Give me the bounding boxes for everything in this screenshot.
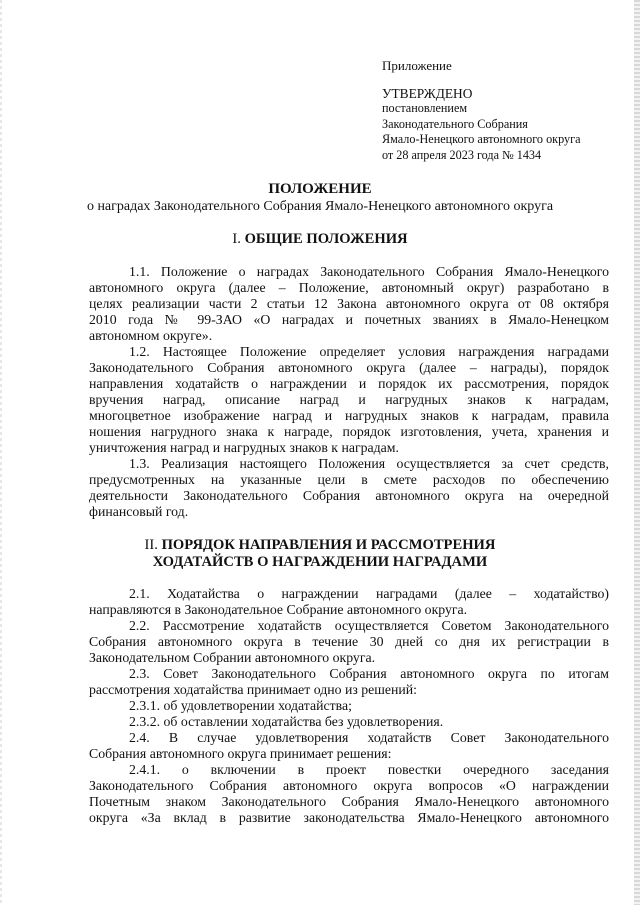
text-line: 2.2. Рассмотрение ходатайств осуществляется Советом Законодательного [129, 618, 609, 633]
paragraph-1-3 [89, 456, 609, 520]
section-1-heading [40, 231, 600, 248]
scan-edge-right [634, 0, 640, 905]
paragraph-2-4 [89, 730, 609, 762]
text-line: уничтожения наград и нагрудных знаков к наградам. [89, 440, 399, 455]
text-line: 2010 года № 99-ЗАО «О наградах и почетных званиях в Ямало-Ненецком [89, 312, 609, 327]
text-line: вручения наград, описание наград и нагрудных знаков к наградам, [89, 392, 609, 407]
paragraph-2-2 [89, 618, 609, 666]
paragraph-2-1 [89, 586, 609, 618]
text-line: 1.3. Реализация настоящего Положения осуществляется за счет средств, [129, 456, 609, 471]
text-line: автономном округе». [89, 328, 213, 343]
text-line: ношения нагрудного знака к награде, порядок изготовления, учета, хранения и [89, 424, 609, 439]
text-line: 2.1. Ходатайства о награждении наградами (далее – ходатайство) [129, 586, 609, 601]
paragraph-2-3-1 [89, 698, 609, 714]
text-line: Собрания автономного округа в течение 30 дней со дня их регистрации в [89, 634, 609, 649]
text-line: деятельности Законодательного Собрания автономного округа на очередной [89, 488, 609, 503]
approval-line-4: от 28 апреля 2023 года № 1434 [382, 147, 542, 162]
text-line: автономного округа (далее – Положение, автономный округ) разработано в [89, 280, 609, 295]
appendix-label: Приложение [382, 58, 452, 73]
text-line: 2.3. Совет Законодательного Собрания автономного округа по итогам [129, 666, 609, 681]
paragraph-1-2 [89, 344, 609, 456]
section-2-heading-cont [40, 554, 600, 571]
approval-line-3: Ямало-Ненецкого автономного округа [382, 132, 581, 146]
text-line: 2.4. В случае удовлетворения ходатайств Совет Законодательного [129, 730, 609, 745]
section-2-title-line-2: ХОДАТАЙСТВ О НАГРАЖДЕНИИ НАГРАДАМИ [152, 554, 488, 570]
text-line: Законодательного Собрания автономного округа (далее – награды), порядок [89, 360, 609, 375]
paragraph-2-3 [89, 666, 609, 698]
text-line: многоцветное изображение наград и нагрудных знаков к наградам, правила [89, 408, 609, 423]
section-2-heading [40, 537, 600, 554]
text-line: Законодательном Собрании автономного округа. [89, 650, 376, 665]
text-line: округа «За вклад в развитие законодательства Ямало-Ненецкого автономного [89, 810, 609, 825]
paragraph-2-3-2 [89, 714, 609, 730]
paragraph-2-4-1 [89, 762, 609, 826]
text-line: финансовый год. [89, 504, 189, 519]
approval-line-1: постановлением [382, 101, 468, 115]
approved-label: УТВЕРЖДЕНО [382, 85, 473, 101]
text-line: предусмотренных на указанные цели в смете расходов по обеспечению [89, 472, 609, 487]
text-line: Законодательного Собрания автономного округа вопросов «О награждении [89, 778, 609, 793]
text-line: целях реализации части 2 статьи 12 Закона автономного округа от 08 октября [89, 296, 609, 311]
text-line: 2.3.2. об оставлении ходатайства без удовлетворения. [129, 714, 444, 729]
text-line: 2.4.1. о включении в проект повестки очередного заседания [129, 762, 609, 777]
section-2-body [89, 586, 609, 826]
text-line: Почетным знаком Законодательного Собрания Ямало-Ненецкого автономного [89, 794, 609, 809]
section-1-body [89, 264, 609, 520]
section-2-title-line-1: ПОРЯДОК НАПРАВЛЕНИЯ И РАССМОТРЕНИЯ [161, 537, 496, 553]
text-line: 1.1. Положение о наградах Законодательного Собрания Ямало-Ненецкого [129, 264, 609, 279]
text-line: 2.3.1. об удовлетворении ходатайства; [129, 698, 352, 713]
document-title: ПОЛОЖЕНИЕ [268, 181, 372, 197]
section-1-number: I. [232, 231, 241, 247]
approval-block [382, 58, 581, 163]
section-1-title: ОБЩИЕ ПОЛОЖЕНИЯ [244, 231, 408, 247]
text-line: рассмотрения ходатайства принимает одно из решений: [89, 682, 418, 697]
document-subtitle: о наградах Законодательного Собрания Ямало-Ненецкого автономного округа [86, 199, 554, 214]
paragraph-1-1 [89, 264, 609, 344]
text-line: Собрания автономного округа принимает решения: [89, 746, 392, 761]
text-line: направляются в Законодательное Собрание автономного округа. [89, 602, 468, 617]
section-2-number: II. [144, 537, 158, 553]
scan-edge-left [0, 0, 2, 905]
approval-line-2: Законодательного Собрания [382, 116, 528, 131]
text-line: 1.2. Настоящее Положение определяет условия награждения наградами [129, 344, 609, 359]
text-line: направления ходатайств о награждении и порядок их рассмотрения, порядок [89, 376, 609, 391]
